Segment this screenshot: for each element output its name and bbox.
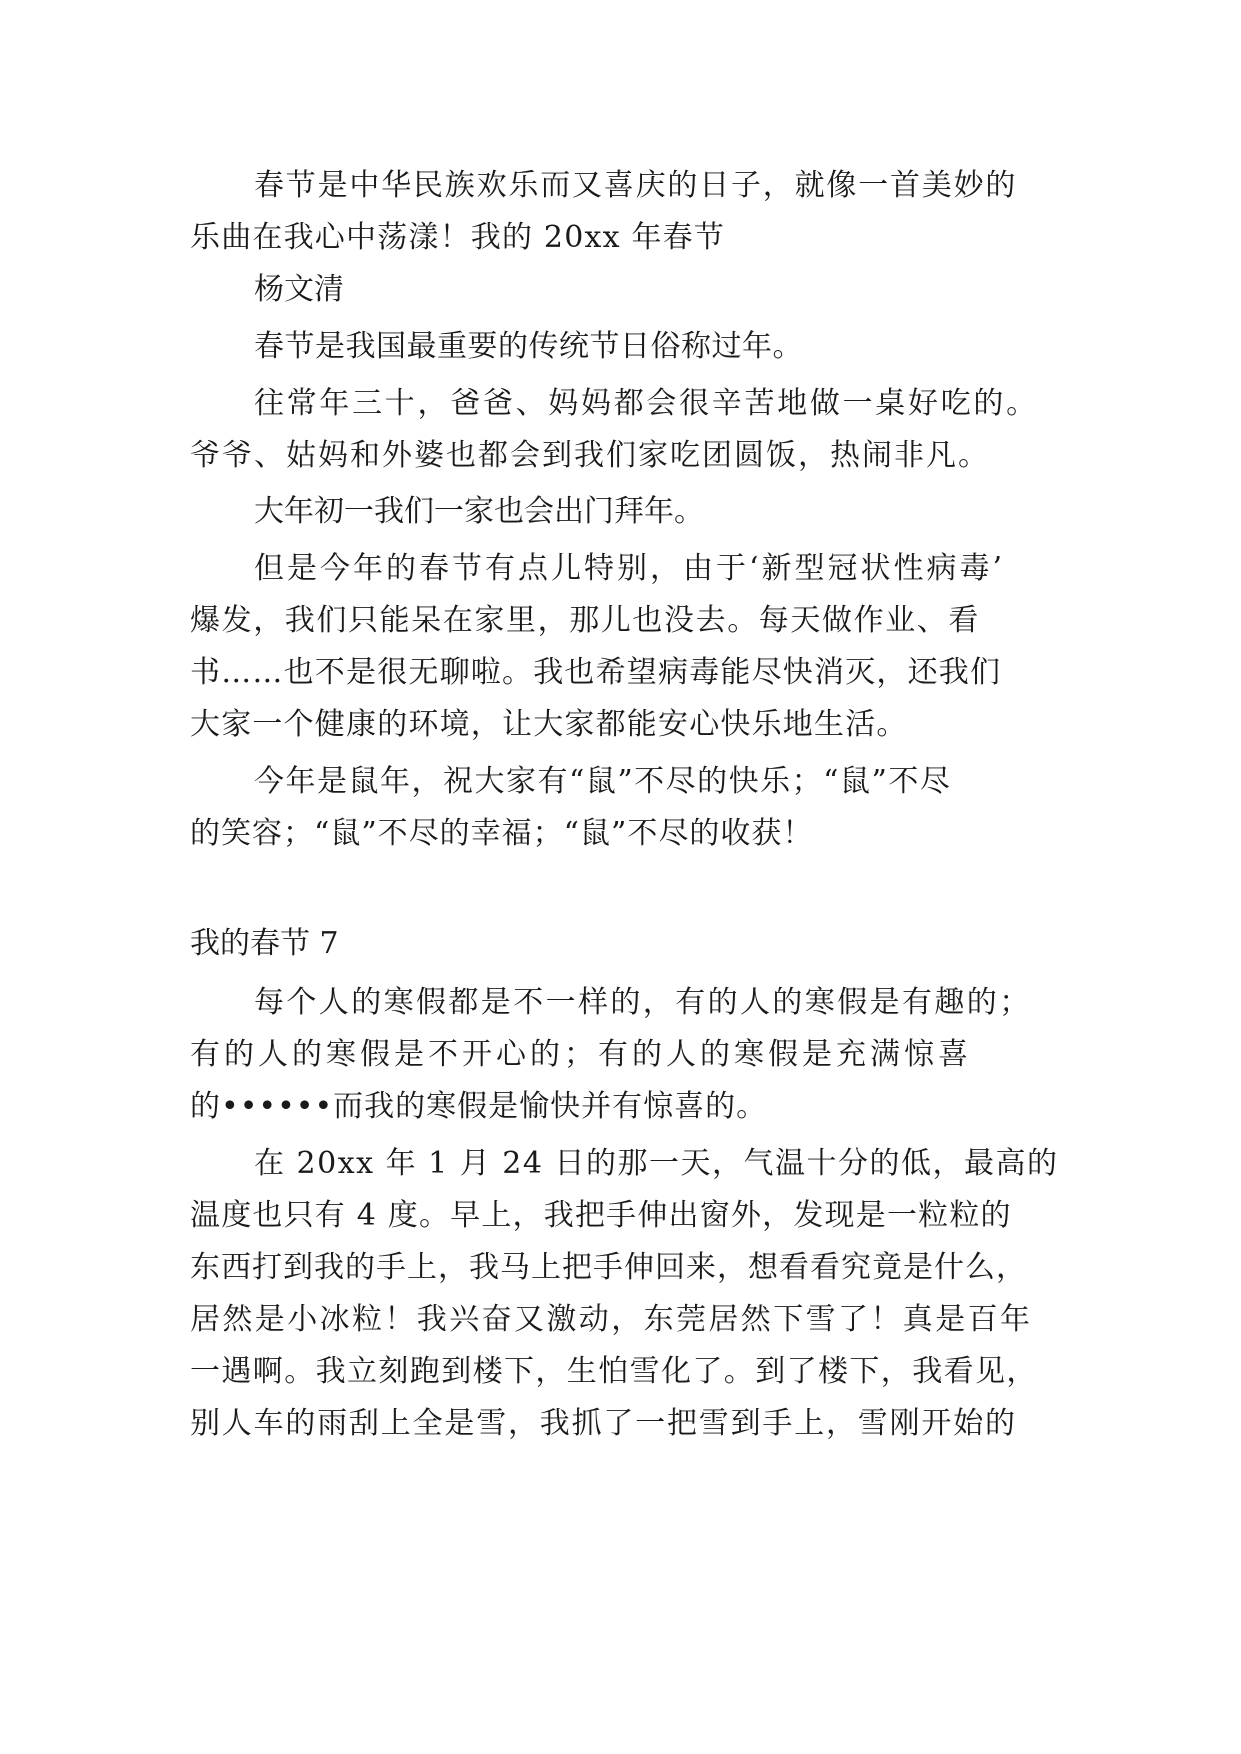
paragraph-line: 大年初一我们一家也会出门拜年。: [254, 494, 704, 529]
paragraph-line: 今年是鼠年，祝大家有“鼠”不尽的快乐；“鼠”不尽: [254, 764, 952, 799]
paragraph-line: 的••••••而我的寒假是愉快并有惊喜的。: [190, 1089, 768, 1124]
paragraph-line: 居然是小冰粒！我兴奋又激动，东莞居然下雪了！真是百年: [190, 1302, 1033, 1337]
section-heading: 我的春节 7: [190, 926, 339, 961]
paragraph-line: 大家一个健康的环境，让大家都能安心快乐地生活。: [190, 707, 908, 742]
author-name: 杨文清: [254, 272, 344, 307]
paragraph-line: 爷爷、姑妈和外婆也都会到我们家吃团圆饭，热闹非凡。: [190, 438, 990, 473]
paragraph-line: 别人车的雨刮上全是雪，我抓了一把雪到手上，雪刚开始的: [190, 1406, 1017, 1441]
paragraph-line: 东西打到我的手上，我马上把手伸回来，想看看究竟是什么，: [190, 1250, 1027, 1285]
paragraph-line: 书……也不是很无聊啦。我也希望病毒能尽快消灭，还我们: [190, 655, 1002, 690]
paragraph-line: 但是今年的春节有点儿特别，由于‘新型冠状性病毒’: [254, 551, 1006, 586]
paragraph-line: 有的人的寒假是不开心的；有的人的寒假是充满惊喜: [190, 1037, 972, 1072]
paragraph-line: 春节是中华民族欢乐而又喜庆的日子，就像一首美妙的: [254, 168, 1018, 203]
paragraph-line: 在 20xx 年 1 月 24 日的那一天，气温十分的低，最高的: [254, 1146, 1059, 1181]
paragraph-line: 爆发，我们只能呆在家里，那儿也没去。每天做作业、看: [190, 603, 980, 638]
paragraph-line: 一遇啊。我立刻跑到楼下，生怕雪化了。到了楼下，我看见，: [190, 1354, 1038, 1389]
paragraph-line: 乐曲在我心中荡漾！我的 20xx 年春节: [190, 220, 726, 255]
paragraph-line: 的笑容；“鼠”不尽的幸福；“鼠”不尽的收获！: [190, 816, 814, 851]
paragraph-line: 温度也只有 4 度。早上，我把手伸出窗外，发现是一粒粒的: [190, 1198, 1012, 1233]
paragraph-line: 往常年三十，爸爸、妈妈都会很辛苦地做一桌好吃的。: [254, 386, 1039, 421]
paragraph-line: 每个人的寒假都是不一样的，有的人的寒假是有趣的；: [254, 985, 1032, 1020]
paragraph-line: 春节是我国最重要的传统节日俗称过年。: [254, 329, 803, 364]
